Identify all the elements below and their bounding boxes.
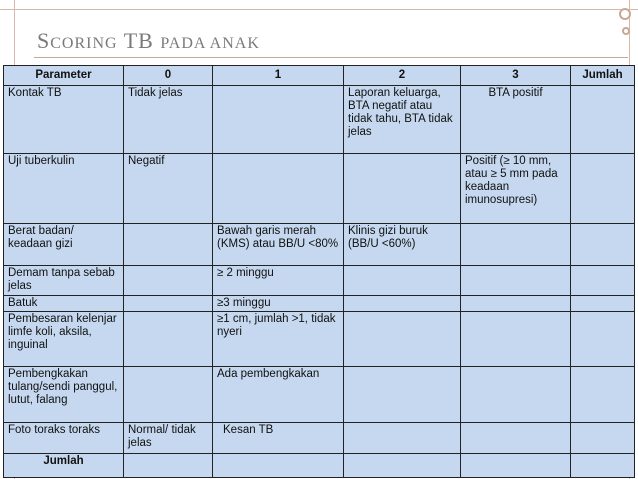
- table-row: [4, 86, 635, 154]
- row-parameter: Pembesaran kelenjar limfe koli, aksila, inguinal: [4, 311, 124, 366]
- header-parameter: Parameter: [4, 66, 124, 86]
- table-row: [4, 153, 635, 224]
- cell-score-3: [461, 266, 571, 295]
- cell-score-2: Klinis gizi buruk (BB/U <60%): [344, 224, 461, 266]
- cell-score-3: Positif (≥ 10 mm, atau ≥ 5 mm pada keadaan imunosupresi): [461, 153, 571, 224]
- cell-score-0: [124, 295, 213, 311]
- cell-score-1: ≥3 minggu: [213, 295, 344, 311]
- table-row: [4, 224, 635, 266]
- footer-cell: [213, 453, 344, 477]
- cell-score-1: [213, 86, 344, 154]
- footer-cell: [461, 453, 571, 477]
- cell-score-0: [124, 311, 213, 366]
- table-row: [4, 367, 635, 422]
- header-score-2: 2: [344, 66, 461, 86]
- row-parameter: Foto toraks toraks: [4, 422, 124, 453]
- cell-score-1: [213, 153, 344, 224]
- cell-score-3: [461, 422, 571, 453]
- row-parameter: Pembengkakan tulang/sendi panggul, lutut, falang: [4, 367, 124, 422]
- cell-score-1: Ada pembengkakan: [213, 367, 344, 422]
- cell-score-3: [461, 367, 571, 422]
- cell-jumlah: [571, 422, 635, 453]
- row-parameter: Demam tanpa sebab jelas: [4, 266, 124, 295]
- header-score-1: 1: [213, 66, 344, 86]
- row-parameter: Batuk: [4, 295, 124, 311]
- cell-score-3: [461, 311, 571, 366]
- table-row: [4, 266, 635, 295]
- title-subject: PADA ANAK: [160, 35, 260, 52]
- cell-jumlah: [571, 311, 635, 366]
- cell-score-0: Normal/ tidak jelas: [124, 422, 213, 453]
- corner-small-ring-icon: [622, 27, 630, 35]
- footer-cell: [344, 453, 461, 477]
- title-underline: [34, 57, 628, 58]
- cell-score-3: [461, 224, 571, 266]
- title-word-rest: CORING: [50, 35, 118, 52]
- cell-score-0: [124, 367, 213, 422]
- table-header-row: [4, 66, 635, 86]
- table-row: [4, 422, 635, 453]
- cell-jumlah: [571, 86, 635, 154]
- row-parameter: Uji tuberkulin: [4, 153, 124, 224]
- footer-cell: [571, 453, 635, 477]
- cell-jumlah: [571, 295, 635, 311]
- cell-jumlah: [571, 153, 635, 224]
- cell-score-2: [344, 311, 461, 366]
- cell-score-0: Negatif: [124, 153, 213, 224]
- cell-score-0: [124, 266, 213, 295]
- cell-score-2: [344, 422, 461, 453]
- header-jumlah: Jumlah: [571, 66, 635, 86]
- title-tb: TB: [123, 28, 154, 53]
- cell-jumlah: [571, 224, 635, 266]
- cell-score-2: [344, 295, 461, 311]
- cell-score-3: BTA positif: [461, 86, 571, 154]
- footer-jumlah-label: Jumlah: [4, 453, 124, 477]
- cell-score-2: [344, 266, 461, 295]
- title-initial: S: [37, 28, 51, 53]
- header-score-3: 3: [461, 66, 571, 86]
- cell-score-3: [461, 295, 571, 311]
- row-parameter: Kontak TB: [4, 86, 124, 154]
- cell-score-2: Laporan keluarga, BTA negatif atau tidak tahu, BTA tidak jelas: [344, 86, 461, 154]
- table-row: [4, 295, 635, 311]
- cell-score-1: ≥1 cm, jumlah >1, tidak nyeri: [213, 311, 344, 366]
- cell-score-0: [124, 224, 213, 266]
- table-row: [4, 311, 635, 366]
- cell-score-0: Tidak jelas: [124, 86, 213, 154]
- slide-title: [37, 28, 260, 54]
- header-score-0: 0: [124, 66, 213, 86]
- footer-cell: [124, 453, 213, 477]
- cell-score-2: [344, 367, 461, 422]
- corner-ring-icon: [619, 8, 631, 20]
- cell-score-1: Kesan TB: [213, 422, 344, 453]
- scoring-table: [3, 65, 635, 478]
- cell-jumlah: [571, 367, 635, 422]
- row-parameter: Berat badan/ keadaan gizi: [4, 224, 124, 266]
- cell-score-1: ≥ 2 minggu: [213, 266, 344, 295]
- cell-jumlah: [571, 266, 635, 295]
- slide-frame-top: [0, 0, 638, 10]
- cell-score-1: Bawah garis merah (KMS) atau BB/U <80%: [213, 224, 344, 266]
- table-footer-row: [4, 453, 635, 477]
- cell-score-2: [344, 153, 461, 224]
